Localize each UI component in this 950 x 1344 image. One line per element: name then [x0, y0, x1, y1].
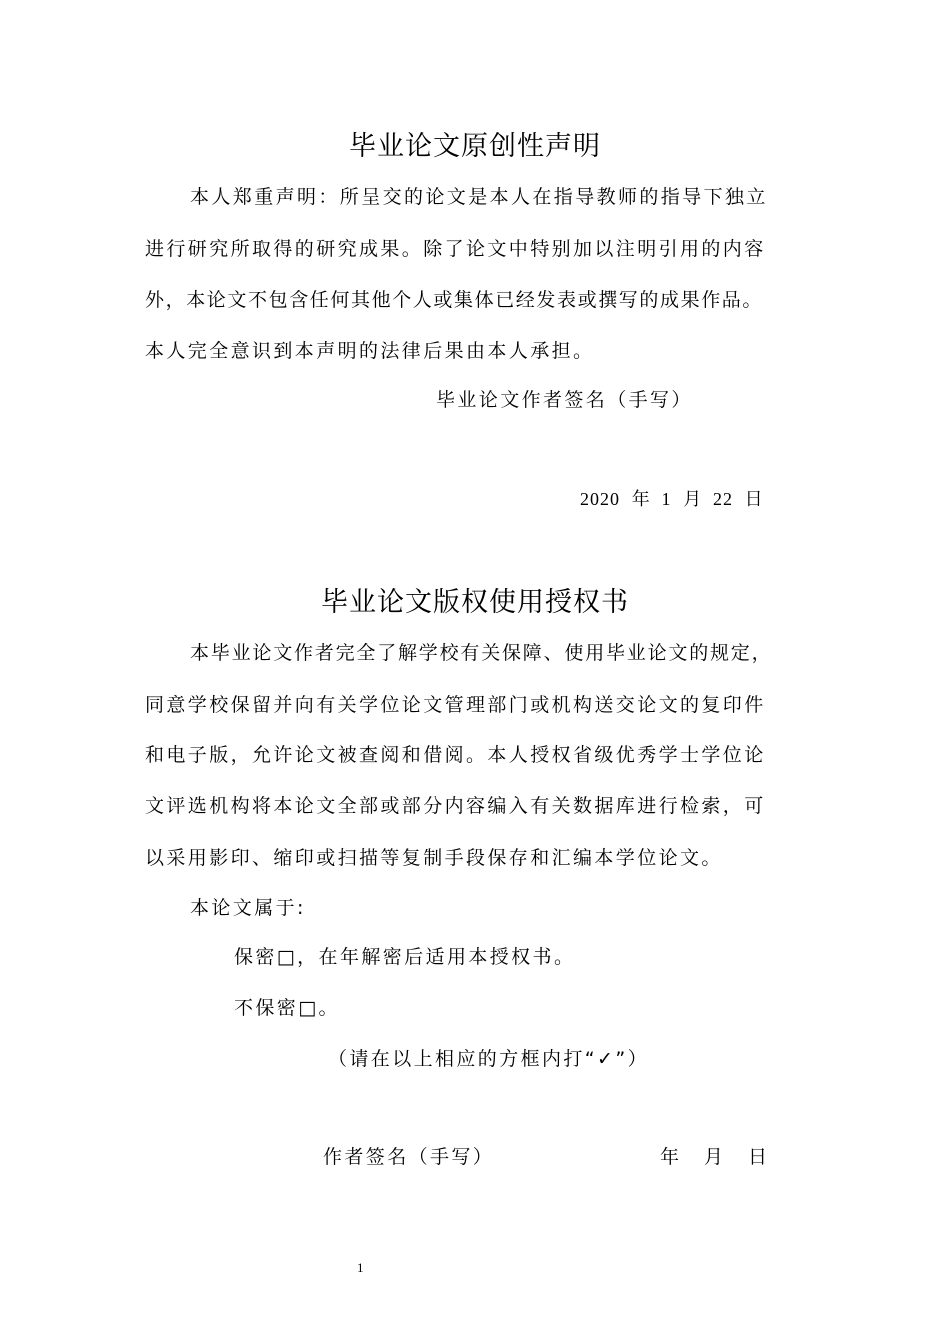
declaration-date: [580, 485, 763, 511]
sign-date-month: 月: [704, 1146, 726, 1168]
authorization-line: 本毕业论文作者完全了解学校有关保障、使用毕业论文的规定，: [190, 642, 773, 664]
date-day-unit: 日: [744, 489, 763, 510]
declaration-line: 本人完全意识到本声明的法律后果由本人承担。: [145, 340, 595, 362]
sign-date-day: 日: [748, 1146, 770, 1168]
sign-date-year: 年: [660, 1146, 682, 1168]
declaration-line: 本人郑重声明：所呈交的论文是本人在指导教师的指导下独立: [190, 186, 768, 208]
author-signature-label: 作者签名（手写）: [323, 1146, 495, 1168]
belongs-label: 本论文属于:: [190, 897, 306, 919]
authorization-line: 文评选机构将本论文全部或部分内容编入有关数据库进行检索，可: [145, 795, 766, 817]
option-confidential: 保密□，在年解密后适用本授权书。: [234, 946, 576, 968]
date-day: 22: [712, 489, 733, 509]
declaration-line: 外，本论文不包含任何其他个人或集体已经发表或撰写的成果作品。: [145, 289, 764, 311]
date-year: 2020: [580, 489, 620, 509]
declaration-signature-label: 毕业论文作者签名（手写）: [436, 389, 693, 411]
option-not-confidential: 不保密□。: [234, 997, 340, 1019]
authorization-line: 和电子版，允许论文被查阅和借阅。本人授权省级优秀学士学位论: [145, 744, 766, 766]
date-month-unit: 月: [683, 489, 702, 510]
date-month: 1: [661, 489, 672, 509]
authorization-title: 毕业论文版权使用授权书: [321, 587, 629, 618]
page-number: 1: [357, 1260, 364, 1275]
authorization-line: 以采用影印、缩印或扫描等复制手段保存和汇编本学位论文。: [145, 847, 723, 869]
authorization-line: 同意学校保留并向有关学位论文管理部门或机构送交论文的复印件: [145, 694, 766, 716]
checkbox-instruction: （请在以上相应的方框内打“✓”）: [328, 1048, 650, 1070]
date-year-unit: 年: [631, 489, 650, 510]
declaration-line: 进行研究所取得的研究成果。除了论文中特别加以注明引用的内容: [145, 238, 766, 260]
declaration-title: 毕业论文原创性声明: [349, 131, 601, 162]
